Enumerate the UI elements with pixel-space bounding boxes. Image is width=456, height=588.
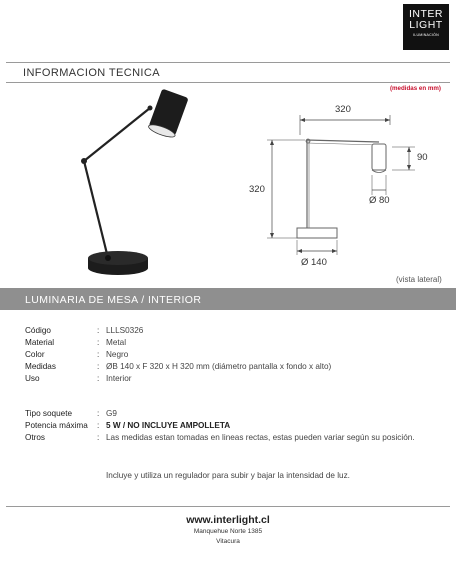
- spec-label: Color: [25, 350, 45, 359]
- dim-height-label: 320: [249, 184, 265, 195]
- spec-separator: :: [97, 350, 100, 359]
- website-link[interactable]: www.interlight.cl: [186, 514, 270, 526]
- spec-label: Uso: [25, 374, 40, 383]
- spec-label: Otros: [25, 433, 46, 442]
- category-title: LUMINARIA DE MESA / INTERIOR: [25, 294, 202, 306]
- top-divider: [6, 62, 450, 63]
- spec-separator: :: [97, 409, 100, 418]
- view-label: (vista lateral): [396, 275, 442, 284]
- spec-separator: :: [97, 326, 100, 335]
- footer-address: Manquehue Norte 1385: [193, 528, 263, 535]
- brand-logo: [403, 4, 449, 50]
- spec-value: 5 W / NO INCLUYE AMPOLLETA: [106, 421, 231, 430]
- logo-line-2: LIGHT: [409, 19, 443, 31]
- spec-separator: :: [97, 338, 100, 347]
- spec-value: LLLS0326: [106, 326, 144, 335]
- section-title-technical: INFORMACION TECNICA: [23, 67, 160, 79]
- dim-base-diameter-label: Ø 140: [301, 257, 327, 268]
- spec-label: Potencia máxima: [25, 421, 88, 430]
- spec-separator: :: [97, 362, 100, 371]
- footer-city: Vitacura: [216, 538, 240, 545]
- spec-value: Metal: [106, 338, 127, 347]
- dim-shade-diameter-label: Ø 80: [369, 195, 390, 206]
- spec-separator: :: [97, 374, 100, 383]
- product-lamp-image: [60, 86, 200, 282]
- measure-unit-note: (medidas en mm): [390, 85, 441, 92]
- side-view-drawing: [255, 95, 435, 275]
- section-divider: [6, 82, 450, 83]
- spec-label: Código: [25, 326, 51, 335]
- spec-separator: :: [97, 433, 100, 442]
- spec-label: Medidas: [25, 362, 56, 371]
- spec-value: Negro: [106, 350, 129, 359]
- spec-value: Interior: [106, 374, 132, 383]
- logo-line-1: INTER: [409, 8, 443, 20]
- dimmer-note: Incluye y utiliza un regulador para subir y bajar la intensidad de luz.: [106, 471, 350, 480]
- logo-line-3: ILUMINACIÓN: [413, 33, 439, 37]
- spec-label: Material: [25, 338, 55, 347]
- footer-divider: [6, 506, 450, 507]
- spec-value: Las medidas estan tomadas en lineas rectas, estas pueden variar según su posición.: [106, 433, 415, 442]
- dim-shade-height-label: 90: [417, 152, 428, 163]
- dim-width-label: 320: [335, 104, 351, 115]
- spec-value: ØB 140 x F 320 x H 320 mm (diámetro pantalla x fondo x alto): [106, 362, 332, 371]
- spec-separator: :: [97, 421, 100, 430]
- spec-value: G9: [106, 409, 117, 418]
- spec-label: Tipo soquete: [25, 409, 73, 418]
